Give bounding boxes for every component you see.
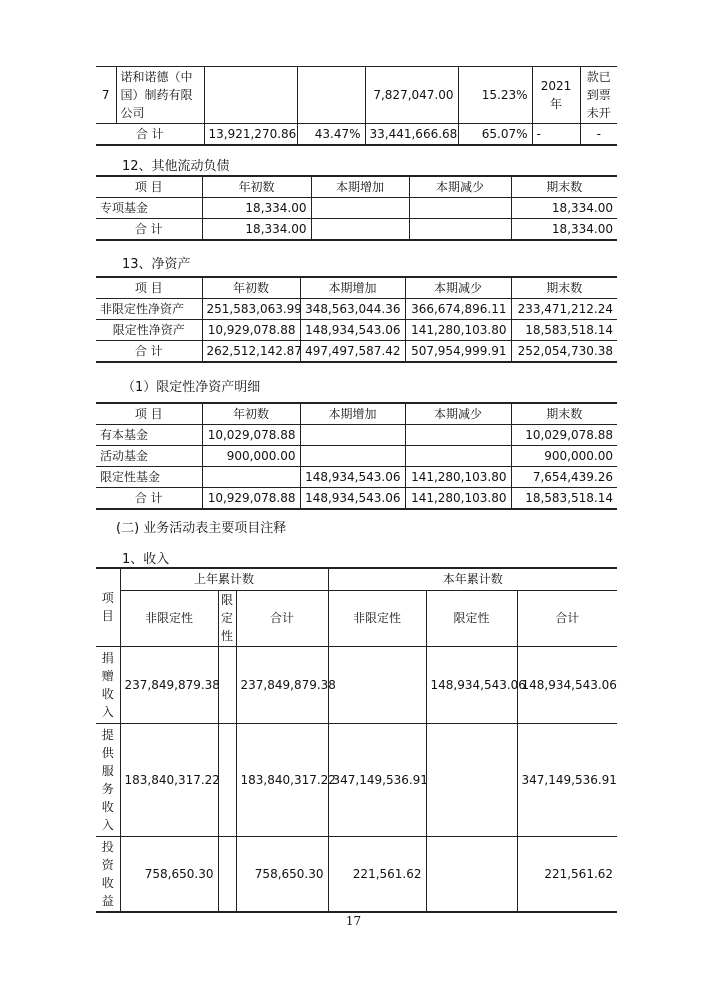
cell — [405, 446, 511, 467]
cell: 10,929,078.88 — [202, 320, 300, 341]
header-cell: 本期减少 — [409, 176, 511, 198]
table-other-current-liabilities — [96, 175, 617, 241]
cell: 237,849,879.38 — [236, 646, 328, 723]
cell: 18,334.00 — [202, 198, 311, 219]
cell: 900,000.00 — [511, 446, 617, 467]
cell: 141,280,103.80 — [405, 467, 511, 488]
cell: 237,849,879.38 — [120, 646, 218, 723]
table-header-row — [96, 277, 617, 299]
table-row — [96, 320, 617, 341]
cell: 183,840,317.22 — [120, 723, 218, 836]
row-label: 专项基金 — [96, 198, 202, 219]
header-cell: 本期增加 — [300, 277, 405, 299]
cell: 221,561.62 — [328, 836, 426, 912]
cell: 900,000.00 — [202, 446, 300, 467]
cell: 497,497,587.42 — [300, 341, 405, 363]
cell — [297, 67, 365, 124]
total-label: 合 计 — [96, 341, 202, 363]
subheader-cell: 限定性 — [426, 590, 517, 646]
cell — [300, 425, 405, 446]
table-net-assets — [96, 276, 617, 363]
header-cell: 期末数 — [511, 176, 617, 198]
cell: 183,840,317.22 — [236, 723, 328, 836]
header-cell: 年初数 — [202, 176, 311, 198]
table-row — [96, 646, 617, 723]
page-number: 17 — [345, 914, 362, 928]
cell — [218, 723, 236, 836]
table-row — [96, 467, 617, 488]
company-name: 诺和诺德（中国）制药有限公司 — [116, 67, 204, 124]
cell — [218, 646, 236, 723]
cell — [409, 219, 511, 241]
cell: 347,149,536.91 — [517, 723, 617, 836]
cell: 148,934,543.06 — [426, 646, 517, 723]
cell — [311, 198, 409, 219]
cell: 65.07% — [458, 124, 532, 146]
amount-cell: 7,827,047.00 — [365, 67, 458, 124]
header-cell: 本期增加 — [300, 403, 405, 425]
cell: 251,583,063.99 — [202, 299, 300, 320]
cell: 10,029,078.88 — [511, 425, 617, 446]
cell: 33,441,666.68 — [365, 124, 458, 146]
cell — [202, 467, 300, 488]
table-row — [96, 446, 617, 467]
cell: - — [580, 124, 617, 146]
header-cell: 本期减少 — [405, 277, 511, 299]
row-label: 限定性净资产 — [96, 320, 202, 341]
subheader-cell: 非限定性 — [120, 590, 218, 646]
table-header-row — [96, 568, 617, 590]
cell: 148,934,543.06 — [517, 646, 617, 723]
table-row — [96, 723, 617, 836]
section-heading-2: (二) 业务活动表主要项目注释 — [116, 521, 287, 536]
cell: 18,583,518.14 — [511, 488, 617, 510]
header-cell: 期末数 — [511, 403, 617, 425]
cell: 43.47% — [297, 124, 365, 146]
header-cell: 本期增加 — [311, 176, 409, 198]
cell: 348,563,044.36 — [300, 299, 405, 320]
header-cell: 年初数 — [202, 403, 300, 425]
cell: 18,334.00 — [202, 219, 311, 241]
cell: 347,149,536.91 — [328, 723, 426, 836]
total-label: 合 计 — [96, 219, 202, 241]
row-label: 非限定性净资产 — [96, 299, 202, 320]
table-row — [96, 425, 617, 446]
table-restricted-net-assets — [96, 402, 617, 510]
header-cell: 年初数 — [202, 277, 300, 299]
subheader-cell-text: 限定性 — [220, 593, 233, 643]
cell — [405, 425, 511, 446]
cell — [409, 198, 511, 219]
section-heading-13-1: （1）限定性净资产明细 — [122, 380, 261, 395]
cell: 10,929,078.88 — [202, 488, 300, 510]
cell — [300, 446, 405, 467]
cell — [426, 836, 517, 912]
header-cell: 项 目 — [96, 277, 202, 299]
cell: 507,954,999.91 — [405, 341, 511, 363]
cell: 141,280,103.80 — [405, 320, 511, 341]
table-total-row — [96, 488, 617, 510]
cell: 141,280,103.80 — [405, 488, 511, 510]
header-cell: 期末数 — [511, 277, 617, 299]
prev-year-header: 上年累计数 — [120, 568, 328, 590]
table-total-row — [96, 341, 617, 363]
table-row — [96, 198, 617, 219]
cell: 18,583,518.14 — [511, 320, 617, 341]
total-label: 合 计 — [96, 488, 202, 510]
cell: 233,471,212.24 — [511, 299, 617, 320]
cell: 148,934,543.06 — [300, 467, 405, 488]
row-number: 7 — [96, 67, 116, 124]
cell: 366,674,896.11 — [405, 299, 511, 320]
row-label-text: 投资收益 — [101, 839, 114, 908]
percent-cell: 15.23% — [458, 67, 532, 124]
section-heading-12: 12、其他流动负债 — [122, 159, 230, 174]
row-label — [96, 836, 120, 912]
section-heading-income: 1、收入 — [122, 552, 170, 567]
table-header-row — [96, 403, 617, 425]
table-total-row — [96, 219, 617, 241]
remark-cell: 款已到票未开 — [580, 67, 617, 124]
table-header-row — [96, 176, 617, 198]
table-row — [96, 836, 617, 912]
cell: 148,934,543.06 — [300, 488, 405, 510]
this-year-header: 本年累计数 — [328, 568, 617, 590]
cell: 18,334.00 — [511, 198, 617, 219]
item-header-text: 项目 — [101, 591, 114, 624]
year-cell: 2021 年 — [532, 67, 580, 124]
row-label — [96, 646, 120, 723]
row-label — [96, 723, 120, 836]
row-label-text: 提供服务收入 — [101, 727, 114, 832]
cell — [328, 646, 426, 723]
cell — [218, 836, 236, 912]
row-label-text: 捐赠收入 — [101, 650, 114, 719]
cell — [204, 67, 297, 124]
cell: 13,921,270.86 — [204, 124, 297, 146]
cell — [311, 219, 409, 241]
table-continuation — [96, 66, 617, 146]
total-label: 合 计 — [96, 124, 204, 146]
cell: 7,654,439.26 — [511, 467, 617, 488]
cell: 758,650.30 — [120, 836, 218, 912]
cell: 262,512,142.87 — [202, 341, 300, 363]
subheader-cell: 合计 — [517, 590, 617, 646]
header-cell: 项 目 — [96, 403, 202, 425]
row-label: 活动基金 — [96, 446, 202, 467]
table-income — [96, 567, 617, 913]
cell — [426, 723, 517, 836]
cell: 252,054,730.38 — [511, 341, 617, 363]
section-heading-13: 13、净资产 — [122, 257, 191, 272]
item-header — [96, 568, 120, 646]
cell: 758,650.30 — [236, 836, 328, 912]
row-label: 有本基金 — [96, 425, 202, 446]
table-total-row — [96, 124, 617, 146]
cell: 18,334.00 — [511, 219, 617, 241]
cell: 148,934,543.06 — [300, 320, 405, 341]
header-cell: 本期减少 — [405, 403, 511, 425]
table-row — [96, 299, 617, 320]
row-label: 限定性基金 — [96, 467, 202, 488]
cell: 10,029,078.88 — [202, 425, 300, 446]
table-row — [96, 67, 617, 124]
subheader-cell — [218, 590, 236, 646]
header-cell: 项 目 — [96, 176, 202, 198]
subheader-cell: 非限定性 — [328, 590, 426, 646]
cell: - — [532, 124, 580, 146]
table-subheader-row — [96, 590, 617, 646]
cell: 221,561.62 — [517, 836, 617, 912]
subheader-cell: 合计 — [236, 590, 328, 646]
